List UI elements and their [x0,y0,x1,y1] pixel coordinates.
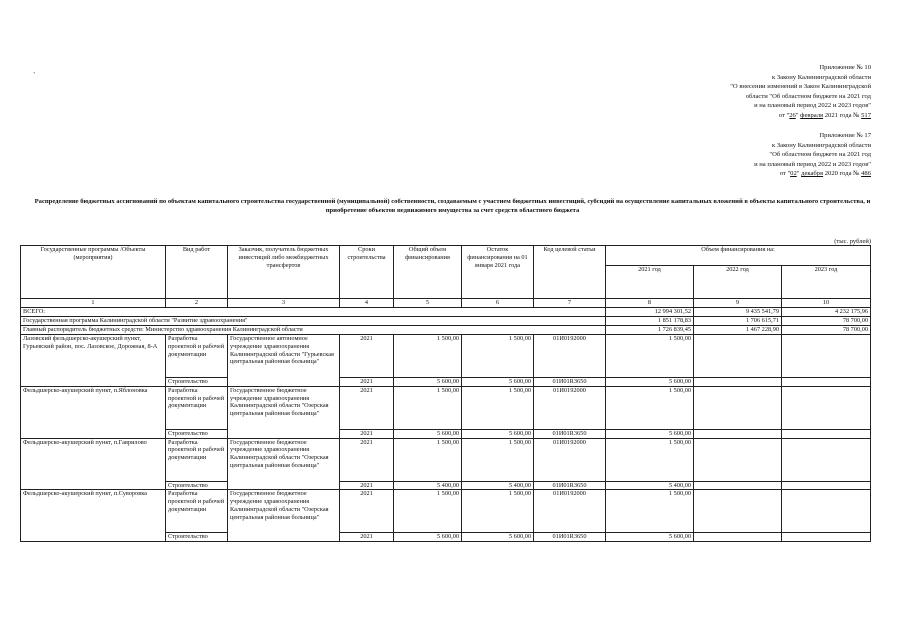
appendix-title: Приложение № 10 [819,64,871,71]
object-name: Лазовский фельдшерско-акушерский пункт, Гурьевский район, пос. Лазовское, Дорожная, 8-А [21,335,166,387]
amount-2021-cell: 1 500,00 [606,335,694,378]
work-type-cell: Строительство [166,429,228,438]
code-cell: 01И01R3650 [534,429,606,438]
units-label: (тыс. рублей) [834,238,871,245]
customer-cell: Государственное бюджетное учреждение здравоохранения Калининградской области "Озерская центральная районная больница" [228,386,340,438]
amount-2023-cell [782,438,871,481]
amount-2021-cell: 1 500,00 [606,490,694,533]
amount-2023-cell [782,490,871,533]
amount-2023-cell [782,335,871,378]
code-cell: 01И01R3650 [534,533,606,542]
remainder-cell: 1 500,00 [462,438,534,481]
remainder-cell: 1 500,00 [462,335,534,378]
scan-mark: ` [33,71,36,80]
term-cell: 2021 [340,386,394,429]
grand-total-2022: 9 435 541,79 [694,308,782,317]
code-cell: 01И0192000 [534,490,606,533]
appendix-line: и на плановый период 2022 и 2023 годов" [754,102,871,110]
amount-2022-cell [694,490,782,533]
amount-2021-cell: 5 400,00 [606,481,694,490]
remainder-cell: 5 400,00 [462,481,534,490]
grand-total-2023: 4 232 175,96 [782,308,871,317]
appendix-line: "О внесении изменений в Закон Калининградской [730,83,871,91]
col-number: 8 [606,299,694,308]
document-title: Распределение бюджетных ассигнований по объектам капитального строительства государственной (муниципальной) собственности, создаваемым с участием бюджетных инвестиций, субсидий на осуществление капитальных вложений в объекты капитального строительства, и приобретение объектов недвижимого имущества за счет средств областного бюджета [34,198,871,214]
amount-2023-cell [782,533,871,542]
amount-2021-cell: 5 600,00 [606,378,694,387]
col-number: 3 [228,299,340,308]
table-row [21,335,871,378]
column-number-row [21,299,871,308]
grand-total-label: ВСЕГО: [21,308,606,317]
amount-2021-cell: 5 600,00 [606,429,694,438]
remainder-cell: 5 600,00 [462,378,534,387]
amount-2023-cell [782,386,871,429]
term-cell: 2021 [340,429,394,438]
header-total: Общий объем финансирования [394,246,462,299]
table-row [21,438,871,481]
object-name: Фельдшерско-акушерский пункт, п.Яблоновка [21,386,166,438]
total-cell: 1 500,00 [394,386,462,429]
amount-2022-cell [694,335,782,378]
header-customer: Заказчик, получатель бюджетных инвестиций либо межбюджетных трансфертов [228,246,340,299]
amount-2022-cell [694,378,782,387]
table-row [21,386,871,429]
term-cell: 2021 [340,438,394,481]
appendix-date: от "26" февраля 2021 года № 517 [778,111,871,119]
col-number: 2 [166,299,228,308]
remainder-cell: 1 500,00 [462,386,534,429]
table-row [21,490,871,533]
program-row [21,317,871,326]
appendix-line: и на плановый период 2022 и 2023 годов" [754,160,871,168]
col-number: 1 [21,299,166,308]
header-code: Код целевой статьи [534,246,606,299]
total-cell: 5 600,00 [394,378,462,387]
customer-cell: Государственное бюджетное учреждение здравоохранения Калининградской области "Озерская центральная районная больница" [228,490,340,542]
work-type-cell: Разработка проектной и рабочей документации [166,335,228,378]
appendix-line: к Закону Калининградской области [771,73,871,81]
remainder-cell: 1 500,00 [462,490,534,533]
header-terms: Сроки строительства [340,246,394,299]
appendix-line: "Об областном бюджете на 2021 год [769,151,871,159]
col-number: 4 [340,299,394,308]
allocation-table [20,245,871,542]
appendix-line: области "Об областном бюджете на 2021 год [745,92,871,100]
total-cell: 5 400,00 [394,481,462,490]
amount-2022-cell [694,533,782,542]
header-volume: Объем финансирования на: [606,246,871,266]
header-remainder: Остаток финансирования на 01 января 2021 года [462,246,534,299]
work-type-cell: Разработка проектной и рабочей документации [166,386,228,429]
program-2021: 1 851 178,83 [606,317,694,326]
work-type-cell: Строительство [166,481,228,490]
appendix-title: Приложение № 17 [819,132,871,139]
header-program: Государственные программы /Объекты (мероприятия) [21,246,166,299]
col-number: 10 [782,299,871,308]
code-cell: 01И0192000 [534,438,606,481]
work-type-cell: Разработка проектной и рабочей документации [166,490,228,533]
col-number: 5 [394,299,462,308]
object-name: Фельдшерско-акушерский пункт, п.Гаврилово [21,438,166,490]
code-cell: 01И0192000 [534,386,606,429]
term-cell: 2021 [340,481,394,490]
administrator-label: Главный распорядитель бюджетных средств: Министерство здравоохранения Калининградской области [21,326,606,335]
amount-2023-cell [782,429,871,438]
total-cell: 1 500,00 [394,335,462,378]
header-2023: 2023 год [782,265,871,298]
term-cell: 2021 [340,335,394,378]
administrator-2022: 1 467 228,90 [694,326,782,335]
customer-cell: Государственное бюджетное учреждение здравоохранения Калининградской области "Озерская центральная районная больница" [228,438,340,490]
work-type-cell: Строительство [166,533,228,542]
remainder-cell: 5 600,00 [462,429,534,438]
amount-2022-cell [694,481,782,490]
term-cell: 2021 [340,378,394,387]
header-2021: 2021 год [606,265,694,298]
grand-total-row [21,308,871,317]
program-2023: 78 700,00 [782,317,871,326]
appendix-line: к Закону Калининградской области [771,141,871,149]
program-2022: 1 706 615,71 [694,317,782,326]
code-cell: 01И01R3650 [534,378,606,387]
work-type-cell: Разработка проектной и рабочей документации [166,438,228,481]
code-cell: 01И0192000 [534,335,606,378]
amount-2021-cell: 1 500,00 [606,438,694,481]
total-cell: 5 600,00 [394,429,462,438]
grand-total-2021: 12 994 301,52 [606,308,694,317]
administrator-2021: 1 726 839,45 [606,326,694,335]
header-work-type: Вид работ [166,246,228,299]
customer-cell: Государственное автономное учреждение здравоохранения Калининградской области "Гурьевская центральная районная больница" [228,335,340,387]
amount-2021-cell: 5 600,00 [606,533,694,542]
appendix-10-block [730,63,871,121]
term-cell: 2021 [340,490,394,533]
amount-2022-cell [694,429,782,438]
col-number: 7 [534,299,606,308]
col-number: 9 [694,299,782,308]
total-cell: 1 500,00 [394,490,462,533]
total-cell: 5 600,00 [394,533,462,542]
header-2022: 2022 год [694,265,782,298]
code-cell: 01И01R3650 [534,481,606,490]
remainder-cell: 5 600,00 [462,533,534,542]
col-number: 6 [462,299,534,308]
work-type-cell: Строительство [166,378,228,387]
program-label: Государственная программа Калининградской области "Развитие здравоохранения" [21,317,606,326]
amount-2022-cell [694,438,782,481]
total-cell: 1 500,00 [394,438,462,481]
amount-2021-cell: 1 500,00 [606,386,694,429]
amount-2022-cell [694,386,782,429]
object-name: Фельдшерско-акушерский пункт, п.Суворовка [21,490,166,542]
term-cell: 2021 [340,533,394,542]
appendix-17-block [754,131,871,179]
amount-2023-cell [782,378,871,387]
amount-2023-cell [782,481,871,490]
administrator-2023: 78 700,00 [782,326,871,335]
appendix-date: от "02" декабря 2020 года № 486 [779,170,871,178]
administrator-row [21,326,871,335]
